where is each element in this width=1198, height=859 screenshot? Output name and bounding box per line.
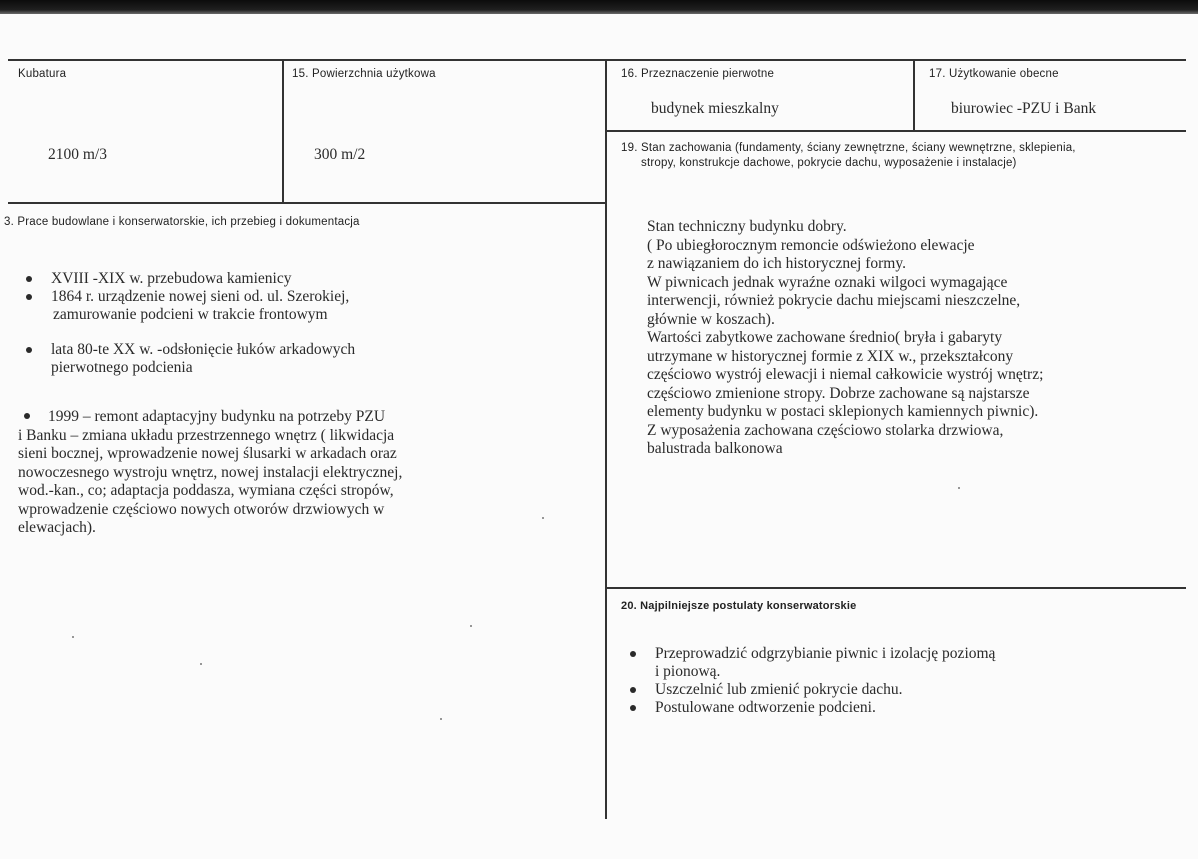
stan-text-line: Z wyposażenia zachowana częściowo stolarka drzwiowa, bbox=[647, 421, 1004, 439]
list-item-line: lata 80-te XX w. -odsłonięcie łuków arkadowych bbox=[51, 341, 356, 358]
scan-speck bbox=[542, 517, 544, 519]
list-item bbox=[24, 341, 584, 377]
list-item-line: sieni bocznej, wprowadzenie nowej ślusarki w arkadach oraz bbox=[18, 445, 397, 462]
postulaty-label: 20. Najpilniejsze postulaty konserwatorskie bbox=[621, 600, 857, 612]
list-item-line: Przeprowadzić odgrzybianie piwnic i izolację poziomą bbox=[655, 645, 996, 662]
stan-zachowania-text bbox=[647, 218, 1177, 459]
bullet-icon bbox=[630, 687, 636, 693]
list-item-line: XVIII -XIX w. przebudowa kamienicy bbox=[51, 270, 292, 287]
row-divider-top bbox=[8, 59, 1186, 61]
row-divider-postulaty bbox=[607, 587, 1186, 589]
stan-text-line: ( Po ubiegłorocznym remoncie odświeżono elewacje bbox=[647, 236, 975, 254]
przeznaczenie-label: 16. Przeznaczenie pierwotne bbox=[621, 68, 775, 80]
list-item-line: Uszczelnić lub zmienić pokrycie dachu. bbox=[655, 681, 903, 698]
column-divider-uzytkowanie bbox=[913, 59, 915, 131]
scan-speck bbox=[440, 718, 442, 720]
kubatura-label: Kubatura bbox=[18, 68, 67, 80]
prace-final-item bbox=[18, 408, 588, 538]
final-item-first-line: 1999 – remont adaptacyjny budynku na potrzeby PZU bbox=[48, 408, 386, 425]
list-item-line: pierwotnego podcienia bbox=[51, 359, 193, 376]
list-item bbox=[628, 681, 1168, 699]
bullet-icon bbox=[630, 705, 636, 711]
prace-list bbox=[24, 270, 584, 377]
bullet-icon bbox=[24, 413, 30, 419]
prace-label: 3. Prace budowlane i konserwatorskie, ich przebieg i dokumentacja bbox=[4, 216, 360, 228]
column-divider-main bbox=[605, 59, 607, 819]
stan-text-line: głównie w koszach). bbox=[647, 310, 775, 328]
postulaty-list bbox=[628, 645, 1168, 717]
scan-speck bbox=[200, 663, 202, 665]
list-item-line: Postulowane odtworzenie podcieni. bbox=[655, 699, 876, 716]
list-item-line: nowoczesnego wystroju wnętrz, nowej instalacji elektrycznej, bbox=[18, 463, 403, 481]
stan-label-line: stropy, konstrukcje dachowe, pokrycie dachu, wyposażenie i instalacje) bbox=[641, 157, 1017, 169]
bullet-icon bbox=[26, 294, 32, 300]
stan-text-line: balustrada balkonowa bbox=[647, 440, 783, 457]
row-divider-prace bbox=[8, 202, 606, 204]
powierzchnia-value: 300 m/2 bbox=[314, 146, 366, 163]
stan-label-line: 19. Stan zachowania (fundamenty, ściany zewnętrzne, ściany wewnętrzne, sklepienia, bbox=[621, 142, 1076, 154]
stan-zachowania-label bbox=[621, 141, 1181, 171]
list-item-line: zamurowanie podcieni w trakcie frontowym bbox=[53, 306, 328, 323]
uzytkowanie-label: 17. Użytkowanie obecne bbox=[929, 68, 1059, 80]
stan-text-line: z nawiązaniem do ich historycznej formy. bbox=[647, 255, 906, 272]
list-item-line: elewacjach). bbox=[18, 519, 96, 536]
stan-text-line: interwencji, również pokrycie dachu miejscami nieszczelne, bbox=[647, 292, 1021, 309]
powierzchnia-label: 15. Powierzchnia użytkowa bbox=[292, 68, 436, 80]
list-item-line: i Banku – zmiana układu przestrzennego wnętrz ( likwidacja bbox=[18, 426, 395, 444]
scan-top-edge bbox=[0, 0, 1198, 14]
kubatura-value: 2100 m/3 bbox=[48, 146, 107, 163]
column-divider-kubatura bbox=[282, 59, 284, 203]
list-item-line bbox=[18, 408, 588, 427]
stan-text-line: elementy budynku w postaci sklepionych kamiennych piwnic). bbox=[647, 403, 1039, 420]
scan-speck bbox=[72, 636, 74, 638]
scan-speck bbox=[958, 487, 960, 489]
row-divider-stan bbox=[607, 130, 1186, 132]
uzytkowanie-value: biurowiec -PZU i Bank bbox=[951, 100, 1097, 117]
stan-text-line: częściowo zmienione stropy. Dobrze zachowane są najstarsze bbox=[647, 384, 1030, 402]
list-item bbox=[24, 270, 584, 288]
list-item-line: i pionową. bbox=[655, 663, 721, 680]
list-item-line: wod.-kan., co; adaptacja poddasza, wymiana części stropów, bbox=[18, 482, 394, 499]
bullet-icon bbox=[630, 651, 636, 657]
scan-speck bbox=[470, 625, 472, 627]
list-item bbox=[628, 645, 1168, 681]
list-item-line: 1864 r. urządzenie nowej sieni od. ul. Szerokiej, bbox=[51, 288, 350, 305]
stan-text-line: W piwnicach jednak wyraźne oznaki wilgoci wymagające bbox=[647, 273, 1008, 291]
bullet-icon bbox=[26, 347, 32, 353]
stan-text-line: Wartości zabytkowe zachowane średnio( bryła i gabaryty bbox=[647, 329, 1003, 346]
stan-text-line: utrzymane w historycznej formie z XIX w., przekształcony bbox=[647, 347, 1014, 365]
list-item bbox=[24, 288, 584, 324]
stan-text-line: częściowo wystrój elewacji i niemal całkowicie wystrój wnętrz; bbox=[647, 366, 1044, 383]
przeznaczenie-value: budynek mieszkalny bbox=[651, 100, 779, 117]
list-item-line: wprowadzenie częściowo nowych otworów drzwiowych w bbox=[18, 500, 385, 518]
bullet-icon bbox=[26, 276, 32, 282]
stan-text-line: Stan techniczny budynku dobry. bbox=[647, 218, 847, 235]
list-item bbox=[628, 699, 1168, 717]
